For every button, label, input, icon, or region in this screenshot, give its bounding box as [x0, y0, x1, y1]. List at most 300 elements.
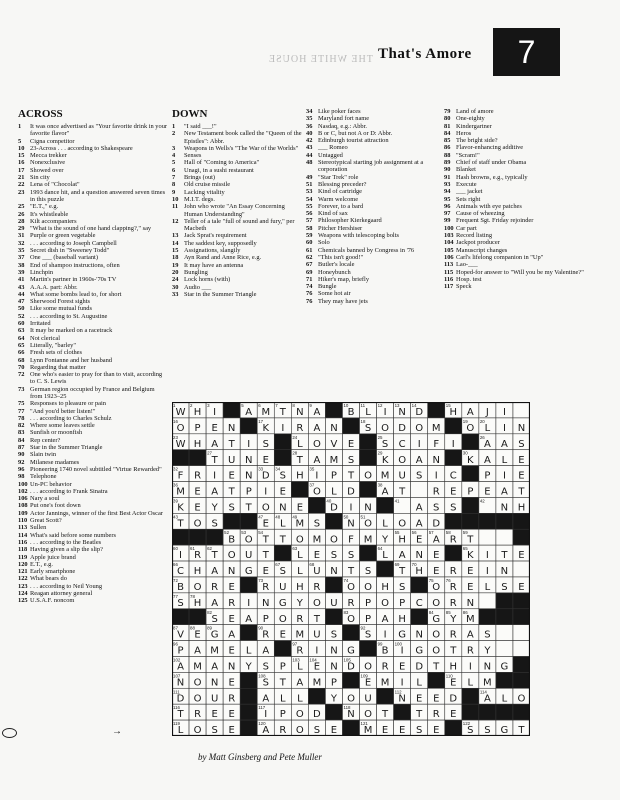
clue-text: Early smartphone — [30, 568, 76, 576]
clue-item — [306, 210, 441, 217]
grid-letter: E — [228, 470, 235, 482]
clue-item — [18, 276, 168, 283]
clue-item — [306, 239, 441, 246]
grid-letter: O — [261, 502, 270, 514]
grid-letter: L — [365, 407, 371, 419]
clue-text: 1993 dance hit, and a question answered seven times in this puzzle — [30, 188, 166, 203]
grid-letter: S — [450, 502, 457, 514]
grid-letter: D — [432, 518, 441, 530]
grid-black-square — [513, 704, 530, 720]
clue-number: 123 — [18, 582, 28, 590]
clue-number: 100 — [444, 224, 454, 232]
clue-item — [306, 115, 441, 122]
clue-item — [18, 138, 168, 145]
grid-black-square — [462, 688, 479, 704]
clue-item — [306, 276, 441, 283]
grid-letter: B — [347, 407, 355, 419]
grid-black-square — [240, 577, 257, 593]
clue-number: 84 — [18, 436, 25, 444]
grid-cell-number: 53 — [241, 530, 247, 536]
clue-number: 77 — [18, 407, 25, 415]
clue-number: 2 — [172, 130, 176, 138]
grid-cell-number: 66 — [173, 562, 178, 568]
grid-letter: A — [432, 534, 440, 546]
grid-letter: I — [383, 629, 387, 641]
clue-item — [444, 247, 584, 254]
clue-text: Star in the Summer Triangle — [184, 290, 257, 298]
clue-number: 113 — [444, 261, 454, 269]
grid-letter: T — [296, 454, 303, 466]
clue-item — [18, 561, 168, 568]
clue-number: 88 — [444, 151, 451, 159]
grid-cell-number: 8 — [292, 403, 295, 408]
grid-letter: T — [245, 502, 252, 514]
grid-black-square — [308, 688, 325, 704]
clue-item — [18, 203, 168, 210]
clue-number: 116 — [444, 275, 454, 283]
grid-letter: L — [501, 454, 508, 466]
clue-number: 72 — [18, 371, 25, 379]
grid-letter: D — [398, 422, 406, 434]
grid-letter: T — [399, 486, 406, 498]
grid-cell-number: 63 — [292, 546, 298, 552]
grid-letter: I — [434, 470, 438, 482]
grid-letter: S — [228, 502, 235, 514]
clue-item — [18, 357, 168, 364]
grid-letter: U — [330, 597, 338, 609]
clue-text: "I said ___!" — [184, 123, 217, 130]
grid-cell-number: 51 — [360, 514, 366, 520]
grid-letter: R — [313, 581, 321, 593]
clue-text: Blessing preceder? — [318, 180, 367, 188]
grid-letter: E — [433, 693, 440, 705]
clue-text: Hall of "Coming to America" — [184, 159, 260, 167]
clue-text: Chief of staff under Obama — [456, 159, 527, 167]
clue-item — [306, 108, 441, 115]
grid-letter: Y — [330, 693, 338, 705]
clue-text: Star in the Summer Triangle — [30, 444, 103, 452]
clue-item — [444, 232, 584, 239]
clue-text: Animals with eye patches — [456, 202, 522, 210]
clue-number: 17 — [18, 166, 25, 174]
clue-text: Secret dish in "Sweeney Todd" — [30, 247, 110, 255]
grid-letter: S — [279, 470, 286, 482]
ghost-text: THE WHITE HOUSE — [268, 54, 373, 65]
grid-letter: L — [245, 645, 252, 657]
clue-number: 76 — [306, 297, 313, 305]
grid-letter: A — [483, 693, 491, 705]
grid-cell-number: 92 — [360, 625, 366, 631]
clue-number: 37 — [18, 254, 25, 262]
clue-item — [172, 196, 302, 203]
clue-number: 20 — [172, 268, 179, 276]
clue-item — [444, 203, 584, 210]
clue-text: Unagi, in a sushi restaurant — [184, 166, 254, 174]
clue-text: Hiker's map, briefly — [318, 275, 370, 283]
grid-black-square — [342, 625, 359, 641]
clue-number: 116 — [18, 538, 28, 546]
clue-item — [18, 597, 168, 604]
grid-cell-number: 25 — [377, 434, 383, 440]
clue-item — [18, 298, 168, 305]
clue-text: Manuscript changes — [456, 246, 508, 254]
down-clues-col1 — [172, 108, 302, 298]
clue-item — [18, 167, 168, 174]
clue-number: 109 — [18, 509, 28, 517]
grid-cell-number: 58 — [445, 530, 451, 536]
clue-item — [18, 408, 168, 415]
grid-cell[interactable] — [513, 561, 530, 577]
grid-letter: G — [500, 725, 509, 736]
clue-item — [18, 159, 168, 166]
clue-text: Hash browns, e.g., typically — [456, 173, 528, 181]
clue-text: "Star Trek" role — [318, 173, 359, 181]
clue-text: Edinburgh tourist attraction — [318, 137, 389, 145]
grid-letter: S — [347, 454, 355, 466]
grid-cell-number: 70 — [411, 562, 417, 568]
clue-number: 47 — [18, 298, 25, 306]
clue-text: Linchpin — [30, 268, 54, 276]
grid-letter: L — [280, 693, 286, 705]
clue-number: 118 — [18, 546, 28, 554]
clue-text: Old cruise missile — [184, 181, 231, 189]
clue-number: 100 — [18, 480, 28, 488]
grid-letter: O — [330, 534, 338, 546]
grid-letter: O — [364, 581, 372, 593]
grid-letter: G — [244, 566, 253, 578]
grid-letter: E — [518, 581, 525, 593]
grid-cell-number: 14 — [411, 403, 417, 408]
clue-text: Bungling — [184, 268, 208, 276]
grid-cell-number: 30 — [462, 450, 468, 456]
clue-text: Sets right — [456, 195, 481, 203]
clue-number: 1 — [18, 123, 22, 130]
clue-number: 52 — [18, 312, 25, 320]
grid-black-square — [240, 720, 257, 736]
clue-text: 23-Across . . . according to Shakespeare — [30, 144, 133, 152]
grid-letter: A — [381, 486, 389, 498]
grid-black-square — [342, 672, 359, 688]
grid-cell-number: 105 — [343, 657, 351, 663]
clue-number: 31 — [18, 232, 25, 240]
grid-letter: O — [364, 470, 372, 482]
clue-number: 24 — [172, 276, 179, 284]
grid-letter: A — [415, 454, 423, 466]
grid-cell-number: 32 — [173, 466, 178, 472]
grid-letter: H — [449, 407, 458, 419]
grid-letter: H — [193, 597, 202, 609]
grid-cell-number: 20 — [479, 418, 485, 424]
byline: by Matt Ginsberg and Pete Muller — [198, 752, 322, 762]
clue-text: Kindergartner — [456, 122, 492, 130]
grid-black-square — [240, 672, 257, 688]
grid-black-square — [513, 609, 530, 625]
clue-item — [18, 517, 168, 524]
grid-letter: N — [432, 454, 440, 466]
grid-letter: G — [398, 629, 407, 641]
clue-item — [18, 554, 168, 561]
grid-black-square — [240, 418, 257, 434]
clue-item — [172, 123, 302, 130]
clue-number: 90 — [18, 451, 25, 459]
grid-letter: S — [416, 470, 423, 482]
grid-letter: L — [501, 693, 508, 705]
clue-item — [18, 568, 168, 575]
clue-item — [18, 181, 168, 188]
grid-letter: I — [485, 566, 489, 578]
grid-letter: S — [211, 613, 218, 625]
grid-letter: T — [518, 725, 525, 736]
grid-black-square — [325, 609, 342, 625]
clue-text: Philosopher Kierkegaard — [318, 217, 382, 225]
grid-letter: H — [398, 613, 406, 625]
clue-text: Execute — [456, 180, 477, 188]
grid-letter: T — [177, 518, 184, 530]
clue-number: 67 — [306, 261, 313, 269]
clue-number: 95 — [444, 195, 451, 203]
clue-text: Hosp. test — [456, 275, 482, 283]
grid-cell-number: 65 — [462, 546, 468, 552]
grid-letter: O — [347, 613, 355, 625]
grid-letter: S — [313, 725, 321, 736]
grid-letter: C — [449, 470, 457, 482]
grid-letter: A — [501, 438, 508, 450]
clue-text: Irritated — [30, 320, 51, 328]
clue-item — [306, 188, 441, 195]
grid-letter: G — [432, 613, 441, 625]
grid-letter: L — [484, 422, 491, 434]
clue-number: 23 — [18, 188, 25, 196]
grid-letter: N — [483, 661, 492, 673]
clue-item — [444, 217, 584, 224]
grid-cell[interactable] — [411, 482, 428, 498]
clue-item — [306, 269, 441, 276]
clue-text: Weapons with telescoping bolts — [318, 232, 399, 240]
grid-cell-number: 109 — [360, 673, 368, 679]
clue-number: 10 — [172, 195, 179, 203]
clue-text: Great Scott? — [30, 517, 62, 525]
grid-letter: N — [517, 422, 526, 434]
grid-letter: S — [467, 725, 474, 736]
clue-number: 29 — [18, 225, 25, 233]
clue-number: 84 — [444, 129, 451, 137]
clue-item — [444, 137, 584, 144]
grid-letter: A — [313, 422, 321, 434]
clue-text: Solo — [318, 239, 330, 247]
grid-letter: H — [449, 661, 458, 673]
grid-letter: E — [347, 438, 355, 450]
clue-item — [444, 188, 584, 195]
grid-cell-number: 83 — [343, 609, 349, 615]
clue-text: . . . according to Frank Sinatra — [30, 487, 108, 495]
grid-letter: T — [347, 470, 355, 482]
grid-black-square — [274, 641, 291, 657]
grid-letter: A — [211, 597, 219, 609]
grid-black-square — [462, 466, 479, 482]
clue-item — [444, 115, 584, 122]
grid-letter: M — [380, 677, 390, 689]
grid-letter: O — [432, 645, 441, 657]
clue-item — [18, 240, 168, 247]
grid-cell[interactable] — [496, 529, 513, 545]
grid-cell-number: 102 — [173, 657, 181, 663]
grid-cell[interactable] — [513, 402, 530, 418]
grid-cell-number: 33 — [258, 466, 264, 472]
grid-letter: P — [279, 661, 286, 673]
clue-text: Nary a soul — [30, 495, 60, 503]
grid-letter: I — [179, 550, 183, 562]
grid-letter: E — [450, 486, 457, 498]
grid-cell[interactable] — [479, 593, 496, 609]
clue-item — [18, 524, 168, 531]
grid-cell[interactable] — [513, 625, 530, 641]
clue-number: 122 — [18, 575, 28, 583]
clue-number: 110 — [18, 517, 28, 525]
grid-black-square — [462, 704, 479, 720]
clue-number: 121 — [18, 568, 28, 576]
grid-cell-number: 111 — [173, 689, 180, 695]
clue-text: Apple juice brand — [30, 553, 76, 561]
grid-letter: V — [177, 629, 184, 641]
clue-item — [18, 174, 168, 181]
clue-number: 75 — [18, 400, 25, 408]
grid-cell-number: 7 — [275, 403, 278, 408]
grid-letter: I — [213, 470, 217, 482]
clue-item — [444, 254, 584, 261]
clue-text: Some hot air — [318, 290, 351, 298]
grid-black-square — [240, 625, 257, 641]
puzzle-number: 7 — [493, 28, 560, 76]
clue-text: One ___ (baseball variant) — [30, 254, 98, 262]
grid-cell-number: 59 — [462, 530, 468, 536]
clue-item — [18, 575, 168, 582]
grid-black-square — [496, 672, 513, 688]
clue-number: 102 — [18, 487, 28, 495]
grid-cell-number: 110 — [445, 673, 453, 679]
clue-text: Speck — [456, 283, 472, 291]
grid-letter: R — [432, 709, 440, 721]
clue-number: 42 — [306, 137, 313, 145]
grid-letter: L — [382, 518, 388, 530]
clue-item — [18, 510, 168, 517]
grid-letter: U — [228, 454, 236, 466]
clue-text: Maryland fort name — [318, 115, 370, 123]
clue-number: 69 — [306, 268, 313, 276]
grid-letter: A — [262, 645, 270, 657]
grid-letter: E — [262, 518, 269, 530]
clue-number: 80 — [444, 115, 451, 123]
grid-letter: T — [279, 677, 286, 689]
clue-text: . . . according to Joseph Campbell — [30, 239, 117, 247]
grid-cell-number: 27 — [207, 450, 212, 456]
clue-item — [172, 218, 302, 233]
grid-cell-number: 78 — [190, 593, 195, 599]
clue-item — [444, 196, 584, 203]
grid-letter: E — [433, 550, 440, 562]
grid-letter: H — [193, 407, 202, 419]
grid-cell[interactable] — [496, 641, 513, 657]
grid-letter: R — [194, 470, 202, 482]
grid-letter: N — [244, 454, 253, 466]
grid-letter: Y — [245, 661, 252, 673]
clue-item — [306, 123, 441, 130]
clue-circle-mark — [2, 728, 17, 738]
clue-number: 9 — [172, 188, 176, 196]
grid-black-square — [172, 609, 189, 625]
grid-letter: T — [501, 550, 508, 562]
grid-letter: N — [210, 677, 219, 689]
grid-black-square — [360, 434, 377, 450]
grid-letter: N — [330, 566, 338, 578]
clue-text: Pitcher Hershiser — [318, 224, 363, 232]
clue-number: 70 — [18, 363, 25, 371]
grid-letter: D — [176, 693, 185, 705]
clue-text: Having given a slip the slip? — [30, 546, 103, 554]
grid-letter: N — [415, 629, 423, 641]
clue-item — [172, 232, 302, 239]
clue-text: What's said before some numbers — [30, 531, 116, 539]
grid-letter: E — [518, 550, 525, 562]
grid-letter: O — [176, 422, 185, 434]
grid-black-square — [377, 497, 394, 513]
grid-letter: E — [279, 486, 286, 498]
grid-cell[interactable] — [496, 625, 513, 641]
grid-letter: E — [211, 709, 218, 721]
clue-text: Nasdaq, e.g.: Abbr. — [318, 122, 367, 130]
clue-item — [18, 459, 168, 466]
grid-letter: S — [518, 438, 525, 450]
grid-letter: T — [399, 566, 406, 578]
grid-letter: S — [501, 581, 508, 593]
grid-letter: B — [381, 645, 389, 657]
clue-text: Record listing — [456, 232, 493, 240]
grid-letter: O — [347, 693, 355, 705]
crossword-grid — [172, 402, 530, 736]
grid-cell[interactable] — [513, 641, 530, 657]
grid-letter: S — [484, 725, 491, 736]
clue-item — [172, 167, 302, 174]
clue-number: 19 — [172, 261, 179, 269]
grid-cell-number: 119 — [173, 721, 180, 727]
grid-letter: I — [264, 486, 268, 498]
grid-letter: S — [262, 438, 269, 450]
grid-letter: D — [261, 470, 270, 482]
grid-letter: H — [381, 581, 389, 593]
grid-letter: E — [381, 725, 389, 736]
grid-letter: G — [278, 597, 287, 609]
grid-letter: E — [467, 566, 474, 578]
grid-letter: Y — [211, 502, 218, 514]
grid-letter: A — [483, 454, 491, 466]
clue-number: 106 — [18, 495, 28, 503]
grid-cell-number: 116 — [173, 705, 180, 711]
grid-letter: U — [210, 693, 219, 705]
grid-letter: R — [296, 422, 304, 434]
grid-letter: T — [347, 566, 355, 578]
grid-cell-number: 15 — [445, 403, 451, 408]
clue-number: 82 — [18, 422, 25, 430]
grid-black-square — [428, 672, 445, 688]
clue-text: It may have an antenna — [184, 261, 244, 269]
grid-letter: N — [262, 597, 270, 609]
grid-letter: I — [451, 438, 455, 450]
grid-cell[interactable] — [479, 529, 496, 545]
grid-letter: D — [347, 661, 355, 673]
grid-cell-number: 13 — [394, 403, 400, 408]
grid-cell-number: 75 — [428, 577, 434, 583]
clue-item — [306, 137, 441, 144]
grid-letter: N — [364, 502, 372, 514]
